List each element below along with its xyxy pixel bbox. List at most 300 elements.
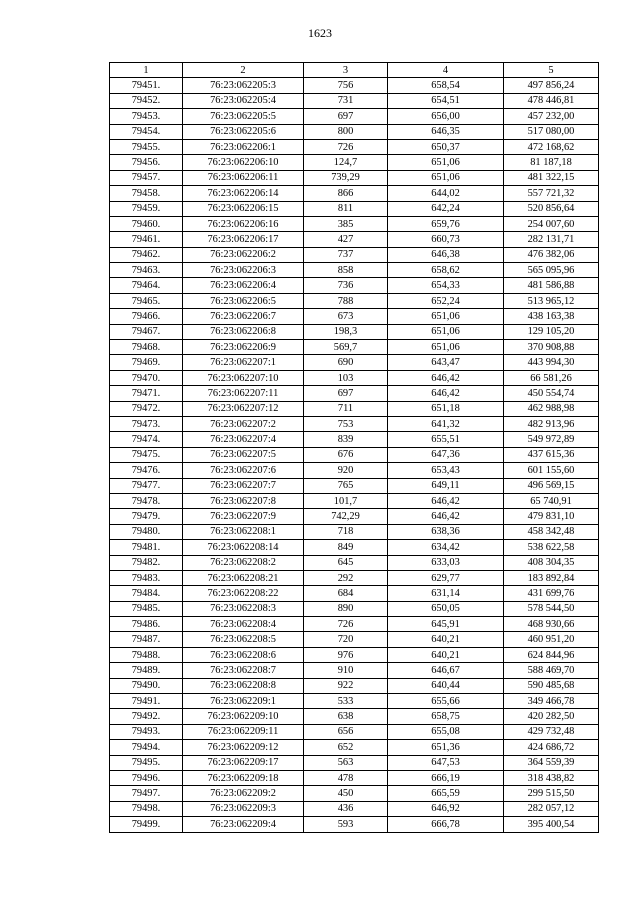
- row-number-cell: 79494.: [110, 740, 183, 755]
- row-number-cell: 79481.: [110, 540, 183, 555]
- area-cell: 711: [304, 401, 388, 416]
- row-number-cell: 79456.: [110, 155, 183, 170]
- table-body: [110, 78, 599, 832]
- table-row: [110, 755, 599, 770]
- area-cell: 910: [304, 663, 388, 678]
- row-number-cell: 79480.: [110, 524, 183, 539]
- table-row: [110, 401, 599, 416]
- value-cell: 65 740,91: [504, 493, 599, 508]
- rate-cell: 646,42: [388, 386, 504, 401]
- row-number-cell: 79496.: [110, 770, 183, 785]
- rate-cell: 650,37: [388, 139, 504, 154]
- cadastral-number-cell: 76:23:062206:10: [183, 155, 304, 170]
- column-header-3: 3: [304, 63, 388, 78]
- value-cell: 481 586,88: [504, 278, 599, 293]
- value-cell: 129 105,20: [504, 324, 599, 339]
- value-cell: 458 342,48: [504, 524, 599, 539]
- rate-cell: 646,42: [388, 509, 504, 524]
- rate-cell: 651,36: [388, 740, 504, 755]
- area-cell: 726: [304, 617, 388, 632]
- area-cell: 720: [304, 632, 388, 647]
- area-cell: 811: [304, 201, 388, 216]
- rate-cell: 631,14: [388, 586, 504, 601]
- cadastral-number-cell: 76:23:062205:3: [183, 78, 304, 93]
- value-cell: 478 446,81: [504, 93, 599, 108]
- cadastral-number-cell: 76:23:062207:12: [183, 401, 304, 416]
- rate-cell: 645,91: [388, 617, 504, 632]
- table-row: [110, 340, 599, 355]
- area-cell: 673: [304, 309, 388, 324]
- row-number-cell: 79460.: [110, 216, 183, 231]
- table-row: [110, 155, 599, 170]
- value-cell: 370 908,88: [504, 340, 599, 355]
- value-cell: 424 686,72: [504, 740, 599, 755]
- row-number-cell: 79478.: [110, 493, 183, 508]
- row-number-cell: 79487.: [110, 632, 183, 647]
- value-cell: 395 400,54: [504, 817, 599, 832]
- cadastral-number-cell: 76:23:062207:4: [183, 432, 304, 447]
- area-cell: 788: [304, 293, 388, 308]
- cadastral-number-cell: 76:23:062206:3: [183, 263, 304, 278]
- row-number-cell: 79486.: [110, 617, 183, 632]
- table-row: [110, 109, 599, 124]
- area-cell: 103: [304, 370, 388, 385]
- rate-cell: 658,62: [388, 263, 504, 278]
- value-cell: 588 469,70: [504, 663, 599, 678]
- value-cell: 513 965,12: [504, 293, 599, 308]
- value-cell: 496 569,15: [504, 478, 599, 493]
- table-row: [110, 93, 599, 108]
- cadastral-number-cell: 76:23:062207:1: [183, 355, 304, 370]
- table-row: [110, 78, 599, 93]
- value-cell: 81 187,18: [504, 155, 599, 170]
- rate-cell: 647,36: [388, 447, 504, 462]
- header-row: [110, 63, 599, 78]
- value-cell: 408 304,35: [504, 555, 599, 570]
- rate-cell: 654,33: [388, 278, 504, 293]
- row-number-cell: 79474.: [110, 432, 183, 447]
- value-cell: 282 057,12: [504, 801, 599, 816]
- rate-cell: 651,06: [388, 324, 504, 339]
- area-cell: 742,29: [304, 509, 388, 524]
- area-cell: 726: [304, 139, 388, 154]
- row-number-cell: 79488.: [110, 647, 183, 662]
- row-number-cell: 79451.: [110, 78, 183, 93]
- table-row: [110, 263, 599, 278]
- table-row: [110, 139, 599, 154]
- cadastral-number-cell: 76:23:062209:10: [183, 709, 304, 724]
- value-cell: 460 951,20: [504, 632, 599, 647]
- row-number-cell: 79479.: [110, 509, 183, 524]
- area-cell: 593: [304, 817, 388, 832]
- rate-cell: 659,76: [388, 216, 504, 231]
- cadastral-number-cell: 76:23:062208:7: [183, 663, 304, 678]
- row-number-cell: 79484.: [110, 586, 183, 601]
- table-row: [110, 447, 599, 462]
- rate-cell: 641,32: [388, 416, 504, 431]
- row-number-cell: 79467.: [110, 324, 183, 339]
- area-cell: 731: [304, 93, 388, 108]
- rate-cell: 651,06: [388, 340, 504, 355]
- table-row: [110, 694, 599, 709]
- rate-cell: 654,51: [388, 93, 504, 108]
- rate-cell: 647,53: [388, 755, 504, 770]
- cadastral-number-cell: 76:23:062207:2: [183, 416, 304, 431]
- value-cell: 578 544,50: [504, 601, 599, 616]
- rate-cell: 651,06: [388, 309, 504, 324]
- row-number-cell: 79457.: [110, 170, 183, 185]
- area-cell: 737: [304, 247, 388, 262]
- table-row: [110, 370, 599, 385]
- row-number-cell: 79452.: [110, 93, 183, 108]
- table-row: [110, 801, 599, 816]
- rate-cell: 640,21: [388, 632, 504, 647]
- row-number-cell: 79493.: [110, 724, 183, 739]
- cadastral-number-cell: 76:23:062208:6: [183, 647, 304, 662]
- row-number-cell: 79499.: [110, 817, 183, 832]
- value-cell: 437 615,36: [504, 447, 599, 462]
- rate-cell: 644,02: [388, 186, 504, 201]
- cadastral-number-cell: 76:23:062206:9: [183, 340, 304, 355]
- row-number-cell: 79466.: [110, 309, 183, 324]
- cadastral-number-cell: 76:23:062208:4: [183, 617, 304, 632]
- value-cell: 517 080,00: [504, 124, 599, 139]
- table-row: [110, 663, 599, 678]
- area-cell: 563: [304, 755, 388, 770]
- area-cell: 866: [304, 186, 388, 201]
- area-cell: 697: [304, 109, 388, 124]
- rate-cell: 666,19: [388, 770, 504, 785]
- table-row: [110, 678, 599, 693]
- cadastral-number-cell: 76:23:062208:2: [183, 555, 304, 570]
- table-row: [110, 232, 599, 247]
- page-number: 1623: [308, 26, 332, 40]
- data-table: [109, 62, 599, 833]
- value-cell: 66 581,26: [504, 370, 599, 385]
- rate-cell: 653,43: [388, 463, 504, 478]
- table-row: [110, 278, 599, 293]
- table-row: [110, 493, 599, 508]
- rate-cell: 650,05: [388, 601, 504, 616]
- table-row: [110, 786, 599, 801]
- area-cell: 849: [304, 540, 388, 555]
- row-number-cell: 79462.: [110, 247, 183, 262]
- rate-cell: 638,36: [388, 524, 504, 539]
- value-cell: 431 699,76: [504, 586, 599, 601]
- area-cell: 450: [304, 786, 388, 801]
- value-cell: 282 131,71: [504, 232, 599, 247]
- rate-cell: 666,78: [388, 817, 504, 832]
- cadastral-number-cell: 76:23:062207:5: [183, 447, 304, 462]
- value-cell: 299 515,50: [504, 786, 599, 801]
- table-row: [110, 509, 599, 524]
- rate-cell: 640,44: [388, 678, 504, 693]
- cadastral-number-cell: 76:23:062209:2: [183, 786, 304, 801]
- table-row: [110, 647, 599, 662]
- row-number-cell: 79482.: [110, 555, 183, 570]
- value-cell: 479 831,10: [504, 509, 599, 524]
- rate-cell: 655,08: [388, 724, 504, 739]
- rate-cell: 658,54: [388, 78, 504, 93]
- value-cell: 443 994,30: [504, 355, 599, 370]
- cadastral-number-cell: 76:23:062207:11: [183, 386, 304, 401]
- row-number-cell: 79458.: [110, 186, 183, 201]
- cadastral-number-cell: 76:23:062208:5: [183, 632, 304, 647]
- row-number-cell: 79473.: [110, 416, 183, 431]
- table-row: [110, 170, 599, 185]
- table-row: [110, 724, 599, 739]
- area-cell: 292: [304, 570, 388, 585]
- table-row: [110, 463, 599, 478]
- area-cell: 124,7: [304, 155, 388, 170]
- area-cell: 690: [304, 355, 388, 370]
- table-row: [110, 570, 599, 585]
- area-cell: 569,7: [304, 340, 388, 355]
- value-cell: 590 485,68: [504, 678, 599, 693]
- row-number-cell: 79459.: [110, 201, 183, 216]
- table-row: [110, 247, 599, 262]
- row-number-cell: 79497.: [110, 786, 183, 801]
- table-row: [110, 186, 599, 201]
- rate-cell: 646,67: [388, 663, 504, 678]
- value-cell: 538 622,58: [504, 540, 599, 555]
- row-number-cell: 79453.: [110, 109, 183, 124]
- rate-cell: 633,03: [388, 555, 504, 570]
- table-row: [110, 416, 599, 431]
- cadastral-number-cell: 76:23:062207:9: [183, 509, 304, 524]
- column-header-1: 1: [110, 63, 183, 78]
- row-number-cell: 79492.: [110, 709, 183, 724]
- table-row: [110, 478, 599, 493]
- cadastral-number-cell: 76:23:062206:4: [183, 278, 304, 293]
- area-cell: 920: [304, 463, 388, 478]
- cadastral-number-cell: 76:23:062208:8: [183, 678, 304, 693]
- rate-cell: 646,35: [388, 124, 504, 139]
- table-row: [110, 386, 599, 401]
- area-cell: 739,29: [304, 170, 388, 185]
- rate-cell: 651,18: [388, 401, 504, 416]
- cadastral-number-cell: 76:23:062209:3: [183, 801, 304, 816]
- rate-cell: 655,66: [388, 694, 504, 709]
- value-cell: 254 007,60: [504, 216, 599, 231]
- area-cell: 533: [304, 694, 388, 709]
- rate-cell: 651,06: [388, 170, 504, 185]
- value-cell: 318 438,82: [504, 770, 599, 785]
- area-cell: 800: [304, 124, 388, 139]
- value-cell: 482 913,96: [504, 416, 599, 431]
- cadastral-number-cell: 76:23:062206:14: [183, 186, 304, 201]
- table-row: [110, 540, 599, 555]
- row-number-cell: 79475.: [110, 447, 183, 462]
- column-header-2: 2: [183, 63, 304, 78]
- area-cell: 718: [304, 524, 388, 539]
- table-row: [110, 524, 599, 539]
- rate-cell: 656,00: [388, 109, 504, 124]
- value-cell: 601 155,60: [504, 463, 599, 478]
- cadastral-number-cell: 76:23:062206:11: [183, 170, 304, 185]
- area-cell: 638: [304, 709, 388, 724]
- cadastral-number-cell: 76:23:062209:4: [183, 817, 304, 832]
- table-row: [110, 617, 599, 632]
- value-cell: 183 892,84: [504, 570, 599, 585]
- rate-cell: 660,73: [388, 232, 504, 247]
- rate-cell: 646,42: [388, 493, 504, 508]
- cadastral-number-cell: 76:23:062207:7: [183, 478, 304, 493]
- rate-cell: 649,11: [388, 478, 504, 493]
- value-cell: 457 232,00: [504, 109, 599, 124]
- rate-cell: 651,06: [388, 155, 504, 170]
- value-cell: 472 168,62: [504, 139, 599, 154]
- value-cell: 481 322,15: [504, 170, 599, 185]
- rate-cell: 634,42: [388, 540, 504, 555]
- cadastral-number-cell: 76:23:062206:16: [183, 216, 304, 231]
- table-row: [110, 586, 599, 601]
- row-number-cell: 79470.: [110, 370, 183, 385]
- cadastral-number-cell: 76:23:062207:6: [183, 463, 304, 478]
- area-cell: 858: [304, 263, 388, 278]
- cadastral-number-cell: 76:23:062209:11: [183, 724, 304, 739]
- cadastral-number-cell: 76:23:062209:12: [183, 740, 304, 755]
- area-cell: 101,7: [304, 493, 388, 508]
- table-row: [110, 709, 599, 724]
- value-cell: 364 559,39: [504, 755, 599, 770]
- area-cell: 656: [304, 724, 388, 739]
- value-cell: 438 163,38: [504, 309, 599, 324]
- area-cell: 652: [304, 740, 388, 755]
- value-cell: 468 930,66: [504, 617, 599, 632]
- area-cell: 756: [304, 78, 388, 93]
- row-number-cell: 79491.: [110, 694, 183, 709]
- row-number-cell: 79455.: [110, 139, 183, 154]
- row-number-cell: 79498.: [110, 801, 183, 816]
- cadastral-number-cell: 76:23:062206:8: [183, 324, 304, 339]
- rate-cell: 652,24: [388, 293, 504, 308]
- rate-cell: 646,42: [388, 370, 504, 385]
- row-number-cell: 79485.: [110, 601, 183, 616]
- area-cell: 736: [304, 278, 388, 293]
- cadastral-number-cell: 76:23:062209:18: [183, 770, 304, 785]
- table-row: [110, 817, 599, 832]
- cadastral-number-cell: 76:23:062206:1: [183, 139, 304, 154]
- row-number-cell: 79476.: [110, 463, 183, 478]
- rate-cell: 629,77: [388, 570, 504, 585]
- area-cell: 697: [304, 386, 388, 401]
- row-number-cell: 79472.: [110, 401, 183, 416]
- area-cell: 676: [304, 447, 388, 462]
- cadastral-number-cell: 76:23:062208:14: [183, 540, 304, 555]
- area-cell: 427: [304, 232, 388, 247]
- row-number-cell: 79471.: [110, 386, 183, 401]
- value-cell: 349 466,78: [504, 694, 599, 709]
- area-cell: 753: [304, 416, 388, 431]
- row-number-cell: 79477.: [110, 478, 183, 493]
- column-header-5: 5: [504, 63, 599, 78]
- rate-cell: 643,47: [388, 355, 504, 370]
- area-cell: 198,3: [304, 324, 388, 339]
- cadastral-number-cell: 76:23:062208:3: [183, 601, 304, 616]
- value-cell: 565 095,96: [504, 263, 599, 278]
- row-number-cell: 79468.: [110, 340, 183, 355]
- area-cell: 890: [304, 601, 388, 616]
- value-cell: 420 282,50: [504, 709, 599, 724]
- table-row: [110, 770, 599, 785]
- cadastral-number-cell: 76:23:062206:17: [183, 232, 304, 247]
- value-cell: 497 856,24: [504, 78, 599, 93]
- area-cell: 922: [304, 678, 388, 693]
- table-row: [110, 432, 599, 447]
- rate-cell: 655,51: [388, 432, 504, 447]
- cadastral-number-cell: 76:23:062207:10: [183, 370, 304, 385]
- table-row: [110, 309, 599, 324]
- row-number-cell: 79463.: [110, 263, 183, 278]
- cadastral-number-cell: 76:23:062208:21: [183, 570, 304, 585]
- area-cell: 839: [304, 432, 388, 447]
- cadastral-number-cell: 76:23:062209:17: [183, 755, 304, 770]
- area-cell: 684: [304, 586, 388, 601]
- cadastral-number-cell: 76:23:062206:5: [183, 293, 304, 308]
- row-number-cell: 79495.: [110, 755, 183, 770]
- cadastral-number-cell: 76:23:062209:1: [183, 694, 304, 709]
- area-cell: 765: [304, 478, 388, 493]
- table-row: [110, 216, 599, 231]
- row-number-cell: 79483.: [110, 570, 183, 585]
- cadastral-number-cell: 76:23:062205:6: [183, 124, 304, 139]
- row-number-cell: 79469.: [110, 355, 183, 370]
- area-cell: 645: [304, 555, 388, 570]
- row-number-cell: 79489.: [110, 663, 183, 678]
- row-number-cell: 79461.: [110, 232, 183, 247]
- column-header-4: 4: [388, 63, 504, 78]
- row-number-cell: 79454.: [110, 124, 183, 139]
- table-row: [110, 632, 599, 647]
- table-row: [110, 324, 599, 339]
- cadastral-number-cell: 76:23:062206:7: [183, 309, 304, 324]
- table-row: [110, 124, 599, 139]
- cadastral-number-cell: 76:23:062205:5: [183, 109, 304, 124]
- cadastral-number-cell: 76:23:062208:1: [183, 524, 304, 539]
- cadastral-number-cell: 76:23:062207:8: [183, 493, 304, 508]
- value-cell: 520 856,64: [504, 201, 599, 216]
- rate-cell: 658,75: [388, 709, 504, 724]
- rate-cell: 646,92: [388, 801, 504, 816]
- value-cell: 549 972,89: [504, 432, 599, 447]
- cadastral-number-cell: 76:23:062206:15: [183, 201, 304, 216]
- value-cell: 624 844,96: [504, 647, 599, 662]
- rate-cell: 665,59: [388, 786, 504, 801]
- rate-cell: 640,21: [388, 647, 504, 662]
- value-cell: 450 554,74: [504, 386, 599, 401]
- value-cell: 462 988,98: [504, 401, 599, 416]
- rate-cell: 646,38: [388, 247, 504, 262]
- row-number-cell: 79490.: [110, 678, 183, 693]
- value-cell: 429 732,48: [504, 724, 599, 739]
- area-cell: 385: [304, 216, 388, 231]
- value-cell: 557 721,32: [504, 186, 599, 201]
- area-cell: 478: [304, 770, 388, 785]
- value-cell: 476 382,06: [504, 247, 599, 262]
- area-cell: 976: [304, 647, 388, 662]
- row-number-cell: 79464.: [110, 278, 183, 293]
- cadastral-number-cell: 76:23:062208:22: [183, 586, 304, 601]
- table-row: [110, 740, 599, 755]
- table-row: [110, 293, 599, 308]
- cadastral-number-cell: 76:23:062206:2: [183, 247, 304, 262]
- table-row: [110, 355, 599, 370]
- row-number-cell: 79465.: [110, 293, 183, 308]
- cadastral-number-cell: 76:23:062205:4: [183, 93, 304, 108]
- rate-cell: 642,24: [388, 201, 504, 216]
- table-row: [110, 555, 599, 570]
